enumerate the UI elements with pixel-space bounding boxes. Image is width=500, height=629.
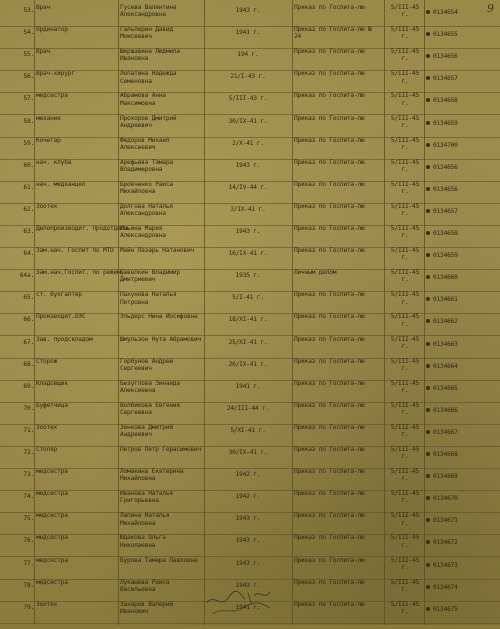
row-number: 66.: [23, 316, 34, 324]
bullet-dot-icon: [426, 540, 430, 544]
bullet-dot-icon: [426, 386, 430, 390]
row-full-name: Ломакина Екатерина Михайловна: [120, 468, 184, 483]
row-date: 18/XI-41 г.: [228, 316, 268, 324]
award-number-text: 0134664: [433, 362, 458, 370]
row-number: 56.: [23, 73, 34, 81]
table-row: [0, 26, 500, 49]
row-position: Делопроизводит. продотдела: [36, 225, 128, 232]
row-full-name: Долгова Наталья Александровна: [120, 202, 173, 218]
award-number-text: 0134670: [433, 495, 458, 503]
bullet-dot-icon: [426, 253, 430, 257]
award-number-text: 0134658: [433, 97, 458, 105]
row-position: Сторож: [36, 357, 58, 365]
row-number: 78.: [23, 581, 34, 589]
award-number-text: 0134672: [433, 539, 458, 547]
table-row: [0, 203, 500, 226]
row-date: 26/IX-41 г.: [228, 360, 268, 368]
table-row: [0, 313, 500, 336]
row-date: 16/IX-41 г.: [228, 250, 268, 258]
row-order: Приказ по Госпита-лю: [294, 401, 365, 409]
row-date: 1943 г.: [235, 537, 261, 545]
award-number-text: 0134669: [433, 473, 458, 481]
row-award-number: [426, 606, 490, 629]
award-number-text: 0134655: [433, 31, 458, 39]
row-full-name: Лопатина Надежда Семеновна: [120, 70, 177, 85]
row-full-name: Федоров Михаил Алексеевич: [120, 136, 170, 151]
row-exam-date: 5/III-45 г.: [390, 401, 420, 416]
table-row: [0, 225, 500, 248]
row-exam-date: 5/III-45 г.: [390, 70, 420, 85]
bullet-dot-icon: [426, 408, 430, 412]
bullet-dot-icon: [426, 364, 430, 368]
table-row: [0, 159, 500, 182]
row-order: Приказ по Госпита-лю: [294, 313, 365, 321]
row-position: Зав. продскладом: [36, 335, 93, 343]
row-date: 14/IV-44 г.: [228, 183, 268, 191]
bullet-dot-icon: [426, 297, 430, 301]
row-full-name: Безуглова Зинаида Алексеевна: [120, 379, 180, 394]
row-full-name: Лапина Наталья Михайловна: [120, 512, 170, 527]
row-full-name: Гавелкин Владимир Дмитриевич: [120, 269, 180, 284]
award-number-text: 0134659: [433, 252, 458, 260]
award-number-text: 0134675: [433, 605, 458, 613]
row-exam-date: 5/III-45 г.: [390, 357, 420, 372]
award-number-text: 0134660: [433, 274, 458, 282]
row-number: 76.: [23, 537, 34, 545]
row-full-name: Эльдерс Нина Иосифовна: [120, 313, 198, 321]
row-date: 30/IX-41 г.: [228, 449, 268, 456]
row-number: 64а.: [19, 272, 34, 280]
row-order: Приказ по Госпита-лю: [294, 490, 365, 498]
row-order: Приказ по Госпита-лю: [294, 48, 365, 56]
row-date: 1943 г.: [235, 515, 261, 523]
award-number-text: 0134668: [433, 451, 458, 458]
row-order: Приказ по Госпита-лю: [294, 136, 365, 144]
row-exam-date: 5/III-45 г.: [390, 512, 420, 527]
award-number-text: 0134671: [433, 517, 458, 525]
row-position: Врач: [36, 48, 51, 56]
row-exam-date: 5/III-45 г.: [390, 225, 420, 240]
row-number: 59.: [23, 139, 34, 147]
award-number-text: 0134661: [433, 296, 458, 304]
row-date: 1943 г.: [235, 7, 261, 14]
table-row: [0, 512, 500, 535]
row-exam-date: 5/III-45 г.: [390, 556, 420, 571]
row-exam-date: 5/III-45 г.: [390, 313, 420, 328]
row-position: Зам.нач. Госпит по МТО: [36, 247, 114, 255]
row-full-name: Бурова Тамара Павловна: [120, 556, 198, 564]
row-date: 5/I-41 г.: [232, 294, 264, 302]
row-number: 73.: [23, 471, 34, 479]
award-number-text: 0134657: [433, 207, 458, 215]
row-position: Зоотех: [36, 423, 58, 431]
table-row: [0, 181, 500, 204]
row-exam-date: 5/III-45 г.: [390, 600, 420, 615]
table-row: [0, 336, 500, 359]
row-full-name: Майн Лазарь Натанович: [120, 247, 195, 255]
bullet-dot-icon: [426, 32, 430, 36]
row-exam-date: 5/III-45 г.: [390, 291, 420, 306]
award-number-text: 0134674: [433, 583, 458, 591]
table-row: [0, 468, 500, 491]
row-order: Приказ по Госпита-лю: [294, 578, 365, 586]
row-number: 65.: [23, 294, 34, 302]
table-row: [0, 247, 500, 270]
row-exam-date: 5/III-45 г.: [390, 446, 420, 461]
row-number: 61.: [23, 183, 34, 191]
bullet-dot-icon: [426, 607, 430, 611]
bullet-dot-icon: [426, 143, 430, 147]
row-position: Столяр: [36, 446, 58, 453]
row-position: ст. бухгалтер: [36, 291, 82, 299]
row-full-name: Зенкова Дмитрий Андреевич: [120, 423, 173, 439]
row-date: 1935 г.: [235, 272, 261, 280]
bullet-dot-icon: [426, 518, 430, 522]
page-number: 9: [487, 2, 494, 15]
table-row: [0, 424, 500, 447]
row-position: медсестра: [36, 534, 68, 542]
row-position: Ординатор: [36, 26, 68, 34]
row-exam-date: 5/III-45 г.: [390, 335, 420, 350]
row-order: Приказ по Госпита-лю: [294, 379, 365, 387]
row-position: медсестра: [36, 556, 68, 564]
row-full-name: Лукашева Раиса Васильевна: [120, 578, 170, 593]
bullet-dot-icon: [426, 563, 430, 567]
award-number-text: 0134667: [433, 428, 458, 436]
row-full-name: Волбикова Евгения Сергеевна: [120, 401, 180, 416]
row-position: медсестра: [36, 490, 68, 498]
row-order: Приказ по Госпита-лю: [294, 335, 365, 343]
row-full-name: Горбунов Андрей Сергеевич: [120, 357, 173, 372]
row-full-name: Гусева Валентина Александровна: [120, 4, 177, 19]
row-exam-date: 5/III-45 г.: [390, 468, 420, 483]
row-number: 62.: [23, 205, 34, 213]
row-order: Приказ по Госпита-лю: [294, 556, 365, 564]
row-position: Врач: [36, 4, 51, 11]
row-order: Приказ по Госпита-лю: [294, 114, 365, 122]
row-number: 53.: [23, 7, 34, 14]
bullet-dot-icon: [426, 430, 430, 434]
row-order: Приказ по Госпита-лю: [294, 92, 365, 100]
row-order: Приказ по Госпита-лю: [294, 70, 365, 78]
row-full-name: Арефьева Тамара Владимировна: [120, 158, 173, 173]
row-date: 5/III-43 г.: [228, 95, 268, 103]
row-exam-date: 5/III-45 г.: [390, 490, 420, 505]
row-order: Приказ по Госпита-лю: [294, 468, 365, 476]
table-row: [0, 490, 500, 513]
table-row: [0, 269, 500, 292]
row-date: 30/IX-41 г.: [228, 117, 268, 125]
row-exam-date: 5/III-45 г.: [390, 379, 420, 394]
award-number-text: 0134662: [433, 318, 458, 326]
row-full-name: Шмульзон Нута Абрамович: [120, 335, 202, 343]
row-number: 57.: [23, 95, 34, 103]
table-row: [0, 291, 500, 314]
bullet-dot-icon: [426, 187, 430, 191]
row-number: 77.: [23, 559, 34, 567]
row-number: 72.: [23, 449, 34, 456]
row-full-name: Прохоров Дмитрий Андреевич: [120, 114, 177, 129]
table-row: [0, 557, 500, 580]
row-exam-date: 5/III-45 г.: [390, 114, 420, 129]
row-exam-date: 5/III-45 г.: [390, 180, 420, 195]
row-order: Приказ по Госпита-лю: [294, 357, 365, 365]
table-row: [0, 48, 500, 71]
row-full-name: Ильина Мария Александровна: [120, 225, 166, 240]
row-exam-date: 5/III-45 г.: [390, 534, 420, 549]
bullet-dot-icon: [426, 209, 430, 213]
award-number-text: 0134663: [433, 340, 458, 348]
row-position: Кочегар: [36, 136, 61, 144]
row-order: Приказ по Госпита-лю: [294, 423, 365, 431]
row-exam-date: 5/III-45 г.: [390, 136, 420, 151]
row-date: 1943 г.: [235, 581, 261, 589]
row-exam-date: 5/III-45 г.: [390, 92, 420, 107]
row-full-name: Захаров Валерий Иванович: [120, 600, 173, 615]
award-number-text: 0134658: [433, 230, 458, 237]
table-row: [0, 358, 500, 381]
bullet-dot-icon: [426, 54, 430, 58]
row-number: 70.: [23, 404, 34, 412]
row-position: Буфетчица: [36, 401, 68, 409]
bullet-dot-icon: [426, 319, 430, 323]
row-date: 1943 г.: [235, 559, 261, 567]
row-position: медсестра: [36, 578, 68, 586]
table-row: [0, 70, 500, 93]
bullet-dot-icon: [426, 76, 430, 80]
table-row: [0, 402, 500, 425]
row-order: Приказ по Госпита-лю: [294, 247, 365, 255]
row-full-name: Бровченко Раиса Михайловна: [120, 180, 173, 195]
row-rule: [0, 623, 500, 624]
row-date: 3/IX-41 г.: [230, 205, 266, 213]
row-number: 63.: [23, 228, 34, 235]
row-date: 1941 г.: [235, 603, 261, 611]
row-order: Приказ по Госпита-лю: [294, 4, 365, 11]
row-number: 68.: [23, 360, 34, 368]
row-position: медсестра: [36, 468, 68, 476]
row-number: 75.: [23, 515, 34, 523]
row-exam-date: 5/III-45 г.: [390, 423, 420, 439]
bullet-dot-icon: [426, 342, 430, 346]
row-order: Приказ по Госпита-лю: [294, 534, 365, 542]
row-order: Приказ по Госпита-лю: [294, 600, 365, 608]
table-row: [0, 115, 500, 138]
row-position: Производит.ОЭС: [36, 313, 86, 321]
row-number: 54.: [23, 29, 34, 37]
award-number-text: 0134659: [433, 119, 458, 127]
row-position: Зоотех: [36, 202, 58, 210]
table-row: [0, 380, 500, 403]
bullet-dot-icon: [426, 496, 430, 500]
bullet-dot-icon: [426, 452, 430, 456]
row-exam-date: 5/III-45 г.: [390, 269, 420, 284]
row-date: 21/I-43 г.: [230, 73, 266, 81]
award-number-text: 0134656: [433, 185, 458, 193]
row-full-name: Пахунова Наталья Петровна: [120, 291, 177, 306]
bullet-dot-icon: [426, 585, 430, 589]
row-position: медсестра: [36, 92, 68, 100]
table-row: [0, 446, 500, 469]
row-date: 1943 г.: [235, 161, 261, 169]
row-date: 1942 г.: [235, 493, 261, 501]
row-number: 71.: [23, 426, 34, 434]
bullet-dot-icon: [426, 474, 430, 478]
row-exam-date: 5/III-45 г.: [390, 202, 420, 218]
row-full-name: Шершавина Людмила Ивановна: [120, 48, 180, 63]
row-number: 67.: [23, 338, 34, 346]
award-number-text: 0134656: [433, 53, 458, 61]
row-full-name: Петров Петр Герасимович: [120, 446, 202, 453]
row-position: Зам.нач.Госпит. по режиму: [36, 269, 125, 277]
table-row: [0, 92, 500, 115]
row-date: 1943 г.: [235, 228, 261, 235]
row-number: 64.: [23, 250, 34, 258]
row-order: Приказ по Госпита-лю: [294, 180, 365, 188]
row-position: Врач-хирург: [36, 70, 75, 78]
row-position: механик: [36, 114, 61, 122]
award-number-text: 0134657: [433, 75, 458, 83]
row-exam-date: 5/III-45 г.: [390, 158, 420, 173]
row-exam-date: 5/III-45 г.: [390, 48, 420, 63]
row-date: 1941 г.: [235, 29, 261, 37]
table-row: [0, 137, 500, 160]
row-position: Зоотех: [36, 600, 58, 608]
row-order: Приказ по Госпита-лю № 24: [294, 26, 372, 41]
row-date: 1941 г.: [235, 382, 261, 390]
row-date: 2/X-41 г.: [232, 139, 264, 147]
bullet-dot-icon: [426, 275, 430, 279]
award-number-text: 0134700: [433, 141, 458, 149]
bullet-dot-icon: [426, 10, 430, 14]
row-exam-date: 5/III-45 г.: [390, 26, 420, 41]
bullet-dot-icon: [426, 231, 430, 235]
row-exam-date: 5/III-45 г.: [390, 578, 420, 593]
row-order: Личным делом: [294, 269, 337, 277]
row-date: 24/III-44 г.: [226, 404, 270, 412]
row-full-name: Юдакова Ольга Николаевна: [120, 534, 166, 549]
award-number-text: 0134665: [433, 384, 458, 392]
row-order: Приказ по Госпита-лю: [294, 225, 365, 232]
row-exam-date: 5/III-45 г.: [390, 4, 420, 19]
row-position: нач. клуба: [36, 158, 72, 166]
row-order: Приказ по Госпита-лю: [294, 512, 365, 520]
row-position: медсестра: [36, 512, 68, 520]
row-date: 194 г.: [237, 51, 259, 59]
row-position: нач. медканцел: [36, 180, 86, 188]
table-row: [0, 4, 500, 27]
row-order: Приказ по Госпита-лю: [294, 291, 365, 299]
award-number-text: 0134673: [433, 561, 458, 569]
bullet-dot-icon: [426, 121, 430, 125]
award-number-text: 0134666: [433, 406, 458, 414]
row-order: Приказ по Госпита-лю: [294, 446, 365, 453]
row-number: 69.: [23, 382, 34, 390]
bullet-dot-icon: [426, 165, 430, 169]
row-exam-date: 5/III-45 г.: [390, 247, 420, 262]
row-full-name: Абрамова Анна Максимовна: [120, 92, 166, 107]
row-position: Кладовщик: [36, 379, 68, 387]
row-full-name: Гальперин Давид Моисеевич: [120, 26, 173, 41]
row-number: 58.: [23, 117, 34, 125]
row-date: 1942 г.: [235, 471, 261, 479]
row-full-name: Иванова Наталья Григорьевна: [120, 490, 173, 505]
bullet-dot-icon: [426, 98, 430, 102]
row-number: 74.: [23, 493, 34, 501]
row-order: Приказ по Госпита-лю: [294, 158, 365, 166]
row-number: 55.: [23, 51, 34, 59]
row-number: 79.: [23, 603, 34, 611]
row-order: Приказ по Госпита-лю: [294, 202, 365, 210]
row-date: 5/XI-41 г.: [230, 426, 266, 434]
row-number: 60.: [23, 161, 34, 169]
award-number-text: 0134654: [433, 9, 458, 16]
table-row: [0, 534, 500, 557]
award-number-text: 0134656: [433, 163, 458, 171]
row-date: 25/XI-41 г.: [228, 338, 268, 346]
